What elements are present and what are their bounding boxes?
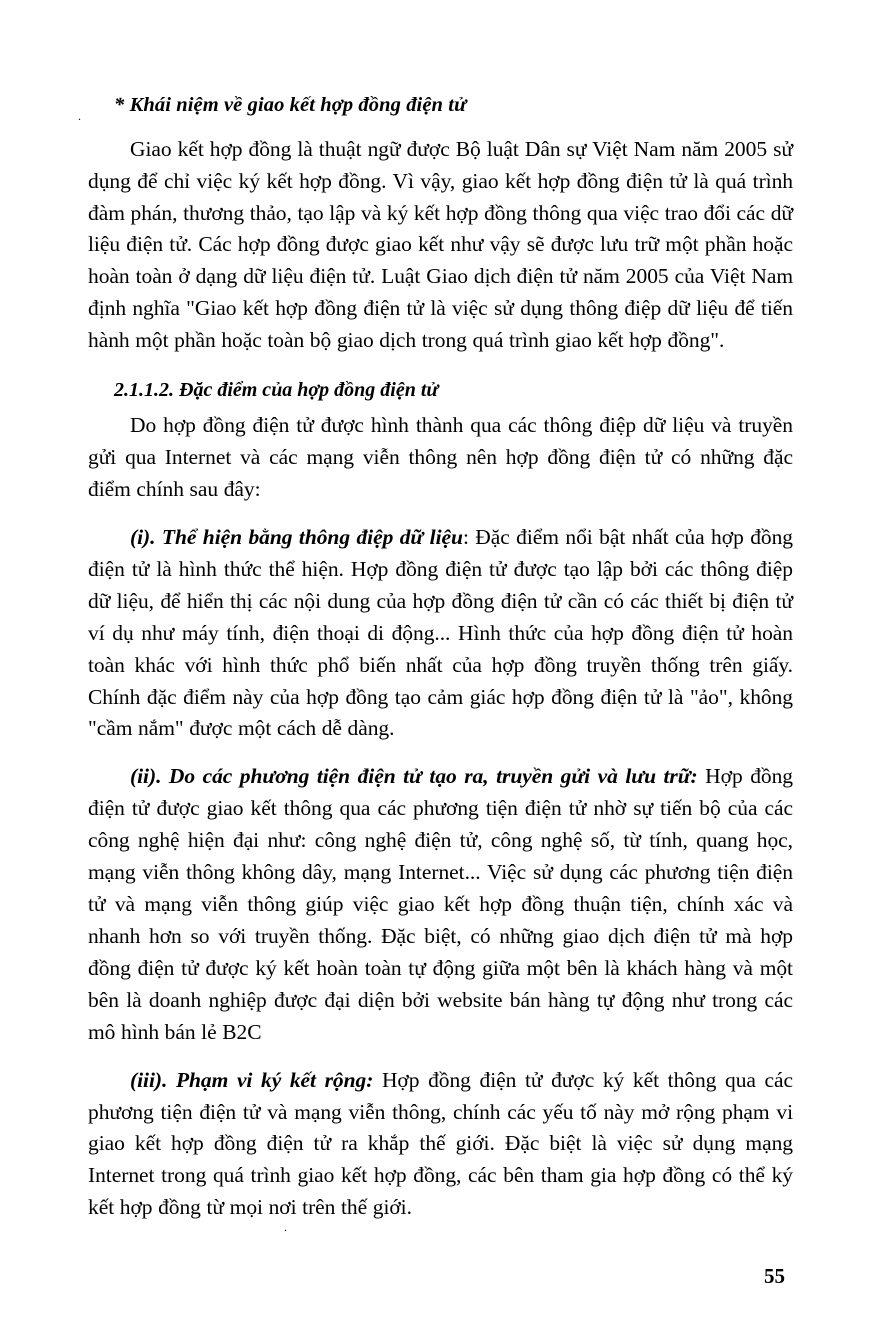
- feature-iii-body: Hợp đồng điện tử được ký kết thông qua các phương tiện điện tử và mạng viễn thông, chính các yếu tố này mở rộng phạm vi giao kết hợp đồng điện tử ra khắp thế giới. Đặc biệt là việc sử dụng mạng Internet trong quá trình giao kết hợp đồng, các bên tham gia hợp đồng có thể ký kết hợp đồng từ mọi nơi trên thế giới.: [88, 1067, 793, 1220]
- paragraph-features-intro: Do hợp đồng điện tử được hình thành qua các thông điệp dữ liệu và truyền gửi qua Internet và các mạng viễn thông nên hợp đồng điện tử có những đặc điểm chính sau đây:: [88, 413, 793, 501]
- paragraph-concept: Giao kết hợp đồng là thuật ngữ được Bộ luật Dân sự Việt Nam năm 2005 sử dụng để chỉ việc ký kết hợp đồng. Vì vậy, giao kết hợp đồng điện tử là quá trình đàm phán, thương thảo, tạo lập và ký kết hợp đồng thông qua việc trao đổi các dữ liệu điện tử. Các hợp đồng được giao kết như vậy sẽ được lưu trữ một phần hoặc hoàn toàn ở dạng dữ liệu điện tử. Luật Giao dịch điện tử năm 2005 của Việt Nam định nghĩa "Giao kết hợp đồng điện tử là việc sử dụng thông điệp dữ liệu để tiến hành một phần hoặc toàn bộ giao dịch trong quá trình giao kết hợp đồng".: [88, 136, 793, 353]
- section-heading-concept: * Khái niệm về giao kết hợp đồng điện tử: [114, 94, 467, 116]
- paragraph-feature-ii: [88, 761, 793, 1048]
- feature-i-body: : Đặc điểm nổi bật nhất của hợp đồng điện tử là hình thức thể hiện. Hợp đồng điện tử được tạo lập bởi các thông điệp dữ liệu, để hiển thị các nội dung của hợp đồng điện tử cần có các thiết bị điện tử ví dụ như máy tính, điện thoại di động... Hình thức của hợp đồng điện tử hoàn toàn khác với hình thức phổ biến nhất của hợp đồng truyền thống trên giấy. Chính đặc điểm này của hợp đồng tạo cảm giác hợp đồng điện tử là "ảo", không "cầm nắm" được một cách dễ dàng.: [88, 524, 794, 741]
- section-heading-features: 2.1.1.2. Đặc điểm của hợp đồng điện tử: [114, 379, 439, 402]
- paragraph-feature-i: [88, 522, 793, 745]
- feature-i-lead: (i). Thể hiện bằng thông điệp dữ liệu: [130, 524, 463, 549]
- feature-ii-body: Hợp đồng điện tử được giao kết thông qua các phương tiện điện tử nhờ sự tiến bộ của các công nghệ hiện đại như: công nghệ điện tử, công nghệ số, từ tính, quang học, mạng viễn thông không dây, mạng Internet... Việc sử dụng các phương tiện điện tử và mạng viễn thông giúp việc giao kết hợp đồng thuận tiện, chính xác và nhanh hơn so với truyền thống. Đặc biệt, có những giao dịch điện tử mà hợp đồng điện tử được ký kết hoàn toàn tự động giữa một bên là khách hàng và một bên là doanh nghiệp được đại diện bởi website bán hàng tự động như trong các mô hình bán lẻ B2C: [88, 764, 793, 1044]
- page-content: [88, 92, 793, 1224]
- feature-ii-lead: (ii). Do các phương tiện điện tử tạo ra, truyền gửi và lưu trữ:: [130, 764, 698, 789]
- feature-iii-lead: (iii). Phạm vi ký kết rộng:: [130, 1067, 374, 1092]
- page-artifact-dot-bottom: .: [284, 1220, 287, 1234]
- page-number: 55: [764, 1264, 785, 1288]
- page-artifact-dot-top: .: [78, 109, 81, 123]
- paragraph-feature-iii: [88, 1065, 793, 1225]
